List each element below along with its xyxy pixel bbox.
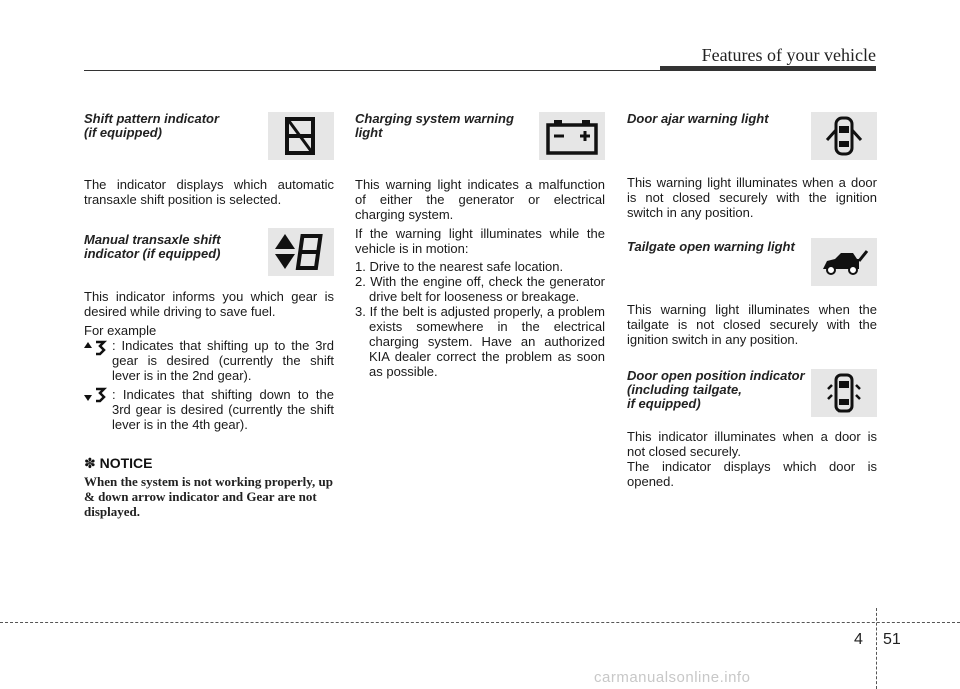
footer-divider — [876, 608, 877, 689]
shift-down-3-icon — [84, 387, 110, 405]
door-ajar-heading: Door ajar warning light — [627, 111, 769, 126]
tailgate-section — [627, 240, 877, 347]
door-position-heading: Door open position indicator (including tailgate, if equipped) — [627, 368, 805, 411]
tailgate-text: This warning light illuminates when the tailgate is not closed securely with the ignition switch in any position. — [627, 302, 877, 347]
shift-pattern-heading: Shift pattern indicator (if equipped) — [84, 111, 220, 140]
charging-heading: Charging system warning light — [355, 111, 514, 140]
column-left — [84, 112, 334, 519]
door-position-text-2: The indicator displays which door is opened. — [627, 459, 877, 489]
manual-shift-section — [84, 233, 334, 432]
notice-text: When the system is not working properly, up & down arrow indicator and Gear are not displayed. — [84, 474, 333, 519]
header-title: Features of your vehicle — [701, 45, 876, 65]
door-ajar-section — [627, 112, 877, 220]
door-position-text-1: This indicator illuminates when a door is not closed securely. — [627, 429, 877, 459]
column-middle — [355, 112, 605, 379]
charging-step: 1. Drive to the nearest safe location. — [355, 259, 564, 274]
door-position-icon — [811, 369, 877, 417]
door-ajar-text: This warning light illuminates when a door is not closed securely with the ignition switch in any position. — [627, 175, 877, 220]
shift-up-3-icon — [84, 338, 110, 356]
page-number: 51 — [883, 631, 901, 648]
column-right — [627, 112, 877, 489]
charging-section — [355, 112, 605, 379]
for-example-label: For example — [84, 323, 157, 338]
example-shift-up: : Indicates that shifting up to the 3rd gear is desired (currently the shift lever is in the 2nd gear). — [84, 338, 334, 383]
charging-step: 2. With the engine off, check the generator drive belt for looseness or breakage. — [355, 274, 605, 304]
tailgate-icon — [811, 238, 877, 286]
shift-pattern-text: The indicator displays which automatic transaxle shift position is selected. — [84, 177, 334, 207]
footer-rule — [0, 622, 960, 623]
shift-pattern-icon — [268, 112, 334, 160]
charging-text-1: This warning light indicates a malfunction of either the generator or electrical charging system. — [355, 177, 605, 222]
tailgate-heading: Tailgate open warning light — [627, 239, 795, 254]
door-position-section — [627, 369, 877, 489]
watermark: carmanualsonline.info — [594, 669, 751, 686]
door-ajar-icon — [811, 112, 877, 160]
manual-shift-heading: Manual transaxle shift indicator (if equipped) — [84, 232, 221, 261]
example-shift-down: : Indicates that shifting down to the 3rd gear is desired (currently the shift lever is in the 4th gear). — [84, 387, 334, 432]
charging-text-2: If the warning light illuminates while the vehicle is in motion: — [355, 226, 605, 256]
chapter-number: 4 — [854, 631, 863, 648]
charging-step: 3. If the belt is adjusted properly, a problem exists somewhere in the electrical charging system. Have an authorized KIA dealer correct the problem as soon as possible. — [355, 304, 605, 379]
manual-shift-text: This indicator informs you which gear is desired while driving to save fuel. — [84, 289, 334, 319]
header-rule-accent — [660, 66, 876, 71]
shift-pattern-section — [84, 112, 334, 207]
notice-title: ✽ NOTICE — [84, 455, 153, 471]
charging-steps — [355, 259, 605, 379]
battery-icon — [539, 112, 605, 160]
gear-indicator-icon — [268, 228, 334, 276]
